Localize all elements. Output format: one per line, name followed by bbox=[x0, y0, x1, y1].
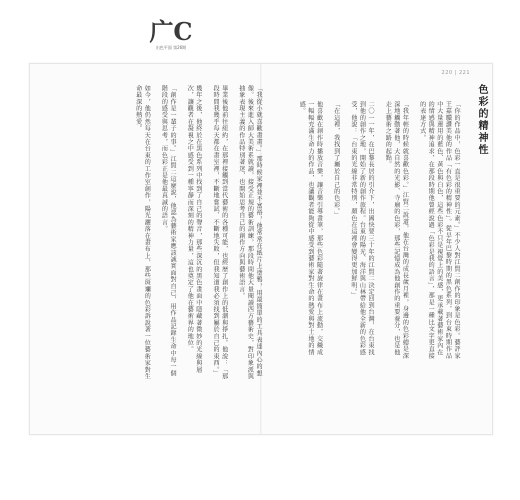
paragraph: 幾年之後，他終於在黑色系列中找到了自己的聲音，那些深沉的黑色畫面中隱藏著微妙的光線與層次，讓觀者在凝視之中感受到一種寧靜而深刻的精神力量，這也奠定了他在藝術界的地位。 bbox=[186, 85, 202, 374]
left-page-text bbox=[125, 85, 263, 380]
logo-caption: 出色平面 第26期 bbox=[155, 45, 187, 50]
paragraph: 「我從小就喜歡畫畫。」那時候家裡並不富裕，他常常在紙片上塗鴉，用最簡單的工具表達內心的想像。後來進入師大美術系就讀，接受正規的藝術訓練，那段時間他大量閱讀西方藝術史，對印象派與抽象表現主義的作品特別著迷，也開始思考自己的創作方向與藝術語言。 bbox=[237, 85, 262, 380]
page-number: 220 | 221 bbox=[441, 70, 470, 76]
paragraph: 「我年輕的時候就喜歡色彩。」江賢二說道，他在台灣的成長歲月裡，身邊的色彩總是深深地觸動著他，大自然的光影、寺廟的色彩，那些記憶成為他創作的重要養分，也是他走上藝術之路的起點。 bbox=[384, 101, 409, 360]
paragraph: 「創作是一輩子的事。」江賢二這麼說，他認為藝術家應該誠實面對自己，用作品記錄生命中每一個階段的感受與思考，而色彩正是他最真誠的語言。 bbox=[160, 85, 177, 377]
paragraph: 他喜歡在創作時播放音樂，讓音樂引導畫筆，那些色彩隨著旋律在畫布上流動，交織成一幅幅充滿生命力的作品，也讓觀者能夠從中感受到藝術家對生命的熱愛與對土地的情感。 bbox=[298, 101, 323, 356]
logo-mark: 广C bbox=[149, 17, 193, 46]
paragraph: 「你的作品中，色彩一直是很重要的元素。」不少人對江賢二創作的印象是色彩。藝評家王嘉驥讚美他的作品「有色彩的精神性」。從早年巴黎時期的黑色系列，到台東時期作品中大量運用的藍色、黃色與白色，這些色彩不只是視覺上的美感，更承載著藝術家內在的情感與精神追求，在那段時期他曾經說過「色彩是我的語言」，那是一種比文字更直接的表達方式。 bbox=[418, 101, 460, 360]
paragraph: 二〇一一年，在巴黎長居的引介下，出國快要三十年的江賢二決定回到台灣，在台東找到他的創作之地，開始了新的創作旅程。台東的陽光、海洋與山林帶給他全新的色彩感受，他說：「台東的光線非常特別，顏色在這裡會變得更加鮮明。」 bbox=[349, 101, 375, 356]
paragraph: 畢業後他前往紐約，在那裡接觸到當代藝術的各種可能，也經歷了創作上的低潮與掙扎。他說：「那段時間我幾乎每天都在畫室裡，不斷地嘗試、不斷地失敗，但我知道我必須找到屬於自己的東西。」 bbox=[212, 85, 228, 380]
magazine-logo bbox=[146, 17, 196, 51]
right-page-text bbox=[288, 101, 460, 361]
paragraph: 「在這裡，我找到了屬於自己的色彩。」 bbox=[332, 101, 340, 219]
paragraph: 如今，他仍然每天在台東的工作室創作，陽光灑落在畫布上，那些斑斕的色彩訴說著一位藝術家對生命最深的熱愛。 bbox=[134, 85, 151, 380]
article-title: 色彩的精神性 bbox=[476, 84, 487, 156]
